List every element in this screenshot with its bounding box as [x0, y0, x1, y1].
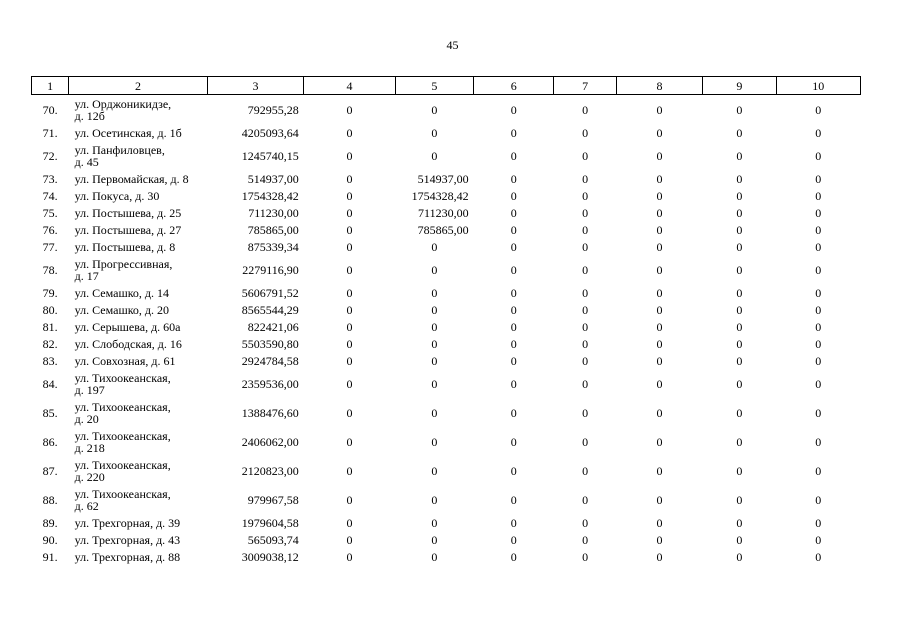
value-cell: 0: [510, 302, 517, 317]
value-cell: 0: [656, 205, 663, 220]
address-cell: [69, 427, 208, 456]
value-cell: 0: [510, 188, 517, 203]
value-cell: 0: [736, 353, 743, 368]
address-line: ул. Постышева, д. 27: [74, 222, 182, 237]
value-cell: 0: [815, 549, 822, 564]
address-cell: [69, 187, 208, 204]
value-cell: 711230,00: [418, 205, 469, 220]
value-cell: 0: [815, 515, 822, 530]
value-cell: 0: [815, 285, 822, 300]
row-number-cell: 90.: [42, 532, 58, 547]
value-cell: 0: [582, 188, 589, 203]
amount-cell: 514937,00: [247, 171, 299, 186]
address-line: ул. Панфиловцев,: [74, 142, 165, 157]
value-cell: 0: [736, 222, 743, 237]
table-row: [32, 284, 861, 301]
column-header: 5: [395, 77, 473, 95]
value-cell: 0: [510, 171, 517, 186]
value-cell: 0: [656, 492, 663, 507]
value-cell: 0: [510, 319, 517, 334]
row-number-cell: 84.: [42, 376, 58, 391]
address-cell: [69, 369, 208, 398]
value-cell: 0: [346, 376, 353, 391]
value-cell: 0: [431, 405, 438, 420]
address-line: ул. Серышева, д. 60а: [74, 319, 181, 334]
amount-cell: 2924784,58: [241, 353, 299, 368]
address-line: ул. Первомайская, д. 8: [74, 171, 189, 186]
value-cell: 0: [736, 285, 743, 300]
value-cell: 0: [431, 262, 438, 277]
table-row: [32, 456, 861, 485]
table-row: [32, 255, 861, 284]
value-cell: 0: [431, 353, 438, 368]
value-cell: 0: [815, 102, 822, 117]
value-cell: 0: [346, 125, 353, 140]
value-cell: 0: [346, 171, 353, 186]
address-cell: [69, 398, 208, 427]
column-header: 7: [554, 77, 616, 95]
address-cell: [69, 95, 208, 125]
value-cell: 0: [815, 492, 822, 507]
value-cell: 0: [656, 188, 663, 203]
column-header: 9: [703, 77, 776, 95]
value-cell: 0: [656, 222, 663, 237]
table-row: [32, 221, 861, 238]
value-cell: 0: [510, 148, 517, 163]
value-cell: 0: [510, 434, 517, 449]
value-cell: 0: [346, 549, 353, 564]
row-number-cell: 79.: [42, 285, 58, 300]
value-cell: 0: [815, 205, 822, 220]
address-line: д. 12б: [74, 108, 105, 123]
value-cell: 0: [736, 302, 743, 317]
address-line: ул. Покуса, д. 30: [74, 188, 160, 203]
amount-cell: 565093,74: [247, 532, 299, 547]
amount-cell: 4205093,64: [241, 125, 299, 140]
value-cell: 0: [736, 148, 743, 163]
row-number-cell: 89.: [42, 515, 58, 530]
value-cell: 0: [510, 463, 517, 478]
column-header: 6: [474, 77, 554, 95]
value-cell: 0: [346, 336, 353, 351]
value-cell: 0: [656, 434, 663, 449]
table-row: [32, 352, 861, 369]
address-line: ул. Прогрессивная,: [74, 256, 173, 271]
value-cell: 0: [656, 532, 663, 547]
row-number-cell: 86.: [42, 434, 58, 449]
address-line: ул. Тихоокеанская,: [74, 399, 171, 414]
row-number-cell: 73.: [42, 171, 58, 186]
value-cell: 0: [431, 319, 438, 334]
amount-cell: 1388476,60: [241, 405, 299, 420]
row-number-cell: 72.: [42, 148, 58, 163]
address-cell: [69, 318, 208, 335]
value-cell: 0: [346, 492, 353, 507]
row-number-cell: 80.: [42, 302, 58, 317]
value-cell: 0: [431, 515, 438, 530]
value-cell: 0: [815, 463, 822, 478]
value-cell: 0: [656, 353, 663, 368]
value-cell: 0: [346, 463, 353, 478]
row-number-cell: 85.: [42, 405, 58, 420]
value-cell: 0: [510, 532, 517, 547]
table-row: [32, 427, 861, 456]
table-row: [32, 548, 861, 565]
value-cell: 0: [346, 205, 353, 220]
table-row: [32, 204, 861, 221]
amount-cell: 1245740,15: [241, 148, 299, 163]
value-cell: 0: [431, 463, 438, 478]
address-line: ул. Тихоокеанская,: [74, 370, 171, 385]
value-cell: 0: [736, 376, 743, 391]
value-cell: 0: [736, 492, 743, 507]
address-line: ул. Тихоокеанская,: [74, 486, 171, 501]
address-line: ул. Тихоокеанская,: [74, 457, 171, 472]
table-row: [32, 514, 861, 531]
value-cell: 0: [815, 125, 822, 140]
value-cell: 0: [431, 376, 438, 391]
value-cell: 0: [346, 262, 353, 277]
value-cell: 0: [656, 171, 663, 186]
value-cell: 0: [815, 222, 822, 237]
value-cell: 0: [656, 319, 663, 334]
value-cell: 0: [431, 549, 438, 564]
address-cell: [69, 284, 208, 301]
amount-cell: 792955,28: [247, 102, 299, 117]
value-cell: 0: [346, 239, 353, 254]
table-row: [32, 124, 861, 141]
value-cell: 0: [582, 102, 589, 117]
address-line: д. 17: [74, 268, 99, 283]
value-cell: 0: [582, 239, 589, 254]
value-cell: 0: [736, 188, 743, 203]
value-cell: 0: [736, 171, 743, 186]
address-line: д. 197: [74, 382, 105, 397]
row-number-cell: 75.: [42, 205, 58, 220]
value-cell: 0: [656, 125, 663, 140]
address-cell: [69, 352, 208, 369]
value-cell: 0: [656, 102, 663, 117]
value-cell: 0: [346, 515, 353, 530]
value-cell: 0: [431, 102, 438, 117]
value-cell: 0: [582, 405, 589, 420]
value-cell: 0: [815, 319, 822, 334]
value-cell: 0: [815, 376, 822, 391]
address-line: д. 62: [74, 498, 99, 513]
value-cell: 0: [510, 405, 517, 420]
value-cell: 0: [431, 125, 438, 140]
address-cell: [69, 238, 208, 255]
amount-cell: 5606791,52: [241, 285, 299, 300]
value-cell: 0: [582, 302, 589, 317]
table-row: [32, 335, 861, 352]
value-cell: 0: [815, 262, 822, 277]
value-cell: 0: [510, 549, 517, 564]
value-cell: 0: [736, 262, 743, 277]
value-cell: 0: [510, 262, 517, 277]
value-cell: 0: [656, 515, 663, 530]
value-cell: 0: [510, 353, 517, 368]
value-cell: 0: [582, 515, 589, 530]
value-cell: 0: [346, 434, 353, 449]
address-cell: [69, 141, 208, 170]
value-cell: 0: [656, 302, 663, 317]
data-table: [31, 76, 861, 565]
table-row: [32, 531, 861, 548]
value-cell: 0: [510, 376, 517, 391]
value-cell: 0: [510, 285, 517, 300]
value-cell: 0: [346, 188, 353, 203]
table-row: [32, 170, 861, 187]
row-number-cell: 78.: [42, 262, 58, 277]
address-cell: [69, 531, 208, 548]
address-cell: [69, 548, 208, 565]
value-cell: 0: [510, 222, 517, 237]
address-line: ул. Семашко, д. 20: [74, 302, 170, 317]
address-line: ул. Слободская, д. 16: [74, 336, 182, 351]
value-cell: 0: [656, 148, 663, 163]
value-cell: 0: [510, 205, 517, 220]
value-cell: 0: [736, 549, 743, 564]
column-header: 4: [304, 77, 395, 95]
value-cell: 0: [736, 319, 743, 334]
value-cell: 0: [431, 336, 438, 351]
value-cell: 0: [815, 239, 822, 254]
column-header: 3: [207, 77, 303, 95]
value-cell: 0: [510, 125, 517, 140]
value-cell: 0: [582, 463, 589, 478]
address-line: ул. Совхозная, д. 61: [74, 353, 176, 368]
value-cell: 0: [815, 302, 822, 317]
value-cell: 0: [582, 222, 589, 237]
value-cell: 0: [656, 336, 663, 351]
address-cell: [69, 456, 208, 485]
address-cell: [69, 170, 208, 187]
address-line: д. 45: [74, 154, 99, 169]
address-line: д. 220: [74, 469, 105, 484]
table-row: [32, 238, 861, 255]
address-cell: [69, 301, 208, 318]
address-line: ул. Орджоникидзе,: [74, 96, 172, 111]
value-cell: 0: [582, 262, 589, 277]
table-row: [32, 318, 861, 335]
value-cell: 0: [656, 285, 663, 300]
value-cell: 0: [736, 405, 743, 420]
value-cell: 514937,00: [417, 171, 469, 186]
value-cell: 0: [582, 376, 589, 391]
page-number: 45: [446, 38, 459, 52]
value-cell: 0: [510, 492, 517, 507]
table-body: [32, 95, 861, 566]
address-line: ул. Семашко, д. 14: [74, 285, 170, 300]
value-cell: 0: [582, 549, 589, 564]
row-number-cell: 91.: [42, 549, 58, 564]
column-header: 1: [32, 77, 69, 95]
row-number-cell: 87.: [42, 463, 58, 478]
value-cell: 0: [656, 239, 663, 254]
value-cell: 0: [582, 353, 589, 368]
address-cell: [69, 485, 208, 514]
row-number-cell: 76.: [42, 222, 58, 237]
amount-cell: 2279116,90: [242, 262, 299, 277]
value-cell: 0: [736, 434, 743, 449]
row-number-cell: 77.: [42, 239, 58, 254]
address-line: ул. Трехгорная, д. 43: [74, 532, 181, 547]
table-row: [32, 141, 861, 170]
value-cell: 0: [815, 148, 822, 163]
value-cell: 1754328,42: [411, 188, 469, 203]
value-cell: 0: [815, 188, 822, 203]
value-cell: 0: [431, 302, 438, 317]
table-row: [32, 485, 861, 514]
row-number-cell: 74.: [42, 188, 58, 203]
value-cell: 0: [656, 405, 663, 420]
amount-cell: 711230,00: [248, 205, 299, 220]
value-cell: 0: [582, 171, 589, 186]
address-line: ул. Постышева, д. 8: [74, 239, 176, 254]
table-row: [32, 187, 861, 204]
value-cell: 0: [736, 515, 743, 530]
value-cell: 0: [736, 125, 743, 140]
address-line: д. 20: [74, 411, 99, 426]
value-cell: 0: [431, 239, 438, 254]
amount-cell: 2406062,00: [241, 434, 299, 449]
amount-cell: 875339,34: [247, 239, 299, 254]
address-cell: [69, 221, 208, 238]
value-cell: 0: [510, 102, 517, 117]
value-cell: 0: [346, 302, 353, 317]
amount-cell: 3009038,12: [241, 549, 299, 564]
value-cell: 0: [656, 262, 663, 277]
value-cell: 785865,00: [417, 222, 469, 237]
value-cell: 0: [582, 148, 589, 163]
value-cell: 0: [656, 376, 663, 391]
value-cell: 0: [346, 102, 353, 117]
value-cell: 0: [736, 336, 743, 351]
address-cell: [69, 514, 208, 531]
value-cell: 0: [815, 336, 822, 351]
value-cell: 0: [346, 222, 353, 237]
value-cell: 0: [431, 532, 438, 547]
address-line: ул. Трехгорная, д. 39: [74, 515, 181, 530]
value-cell: 0: [510, 239, 517, 254]
amount-cell: 2359536,00: [241, 376, 299, 391]
row-number-cell: 83.: [42, 353, 58, 368]
amount-cell: 1754328,42: [241, 188, 299, 203]
amount-cell: 8565544,29: [241, 302, 299, 317]
value-cell: 0: [431, 434, 438, 449]
value-cell: 0: [431, 148, 438, 163]
value-cell: 0: [582, 434, 589, 449]
table-row: [32, 398, 861, 427]
value-cell: 0: [736, 239, 743, 254]
value-cell: 0: [346, 405, 353, 420]
amount-cell: 979967,58: [247, 492, 299, 507]
value-cell: 0: [582, 492, 589, 507]
value-cell: 0: [431, 492, 438, 507]
table-row: [32, 369, 861, 398]
value-cell: 0: [736, 102, 743, 117]
value-cell: 0: [582, 285, 589, 300]
table-header-row: [32, 77, 861, 95]
value-cell: 0: [431, 285, 438, 300]
value-cell: 0: [656, 463, 663, 478]
address-cell: [69, 255, 208, 284]
table-row: [32, 301, 861, 318]
column-header: 8: [616, 77, 702, 95]
value-cell: 0: [582, 205, 589, 220]
value-cell: 0: [736, 532, 743, 547]
address-line: ул. Тихоокеанская,: [74, 428, 171, 443]
table-row: [32, 95, 861, 125]
address-cell: [69, 335, 208, 352]
value-cell: 0: [815, 434, 822, 449]
value-cell: 0: [815, 532, 822, 547]
address-cell: [69, 124, 208, 141]
value-cell: 0: [582, 319, 589, 334]
amount-cell: 822421,06: [247, 319, 299, 334]
row-number-cell: 82.: [42, 336, 58, 351]
amount-cell: 5503590,80: [241, 336, 299, 351]
address-line: д. 218: [74, 440, 105, 455]
value-cell: 0: [346, 285, 353, 300]
amount-cell: 2120823,00: [241, 463, 299, 478]
value-cell: 0: [656, 549, 663, 564]
address-cell: [69, 204, 208, 221]
row-number-cell: 88.: [42, 492, 58, 507]
value-cell: 0: [582, 532, 589, 547]
value-cell: 0: [346, 532, 353, 547]
row-number-cell: 70.: [42, 102, 58, 117]
column-header: 2: [69, 77, 208, 95]
value-cell: 0: [510, 336, 517, 351]
value-cell: 0: [815, 353, 822, 368]
value-cell: 0: [346, 353, 353, 368]
row-number-cell: 71.: [42, 125, 58, 140]
value-cell: 0: [736, 205, 743, 220]
value-cell: 0: [510, 515, 517, 530]
address-line: ул. Трехгорная, д. 88: [74, 549, 181, 564]
value-cell: 0: [582, 125, 589, 140]
row-number-cell: 81.: [42, 319, 58, 334]
value-cell: 0: [815, 171, 822, 186]
address-line: ул. Постышева, д. 25: [74, 205, 182, 220]
amount-cell: 785865,00: [247, 222, 299, 237]
value-cell: 0: [346, 148, 353, 163]
value-cell: 0: [736, 463, 743, 478]
address-line: ул. Осетинская, д. 1б: [74, 125, 182, 140]
value-cell: 0: [815, 405, 822, 420]
amount-cell: 1979604,58: [241, 515, 299, 530]
value-cell: 0: [346, 319, 353, 334]
column-header: 10: [776, 77, 860, 95]
value-cell: 0: [582, 336, 589, 351]
